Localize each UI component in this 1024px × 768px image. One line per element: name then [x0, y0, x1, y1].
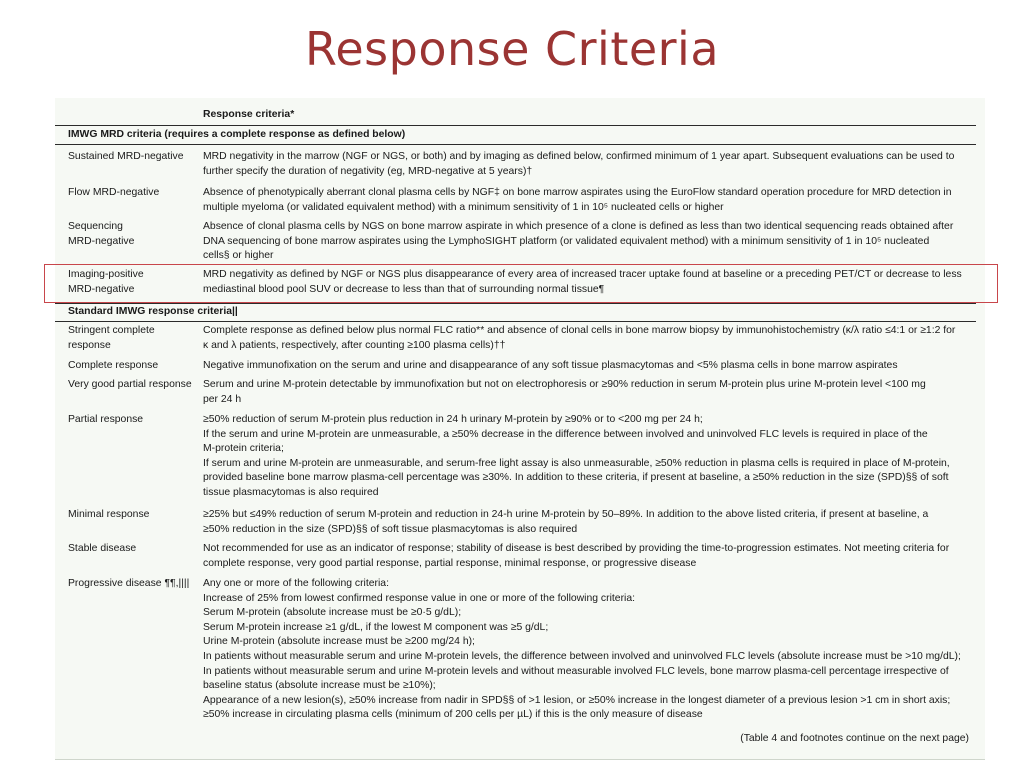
row-criteria-line: κ and λ patients, respectively, after counting ≥100 plasma cells)†† [203, 339, 506, 351]
row-criteria-line: M-protein criteria; [203, 443, 284, 455]
row-label-line: Stable disease [68, 543, 137, 554]
row-label-line: Imaging-positive [68, 269, 144, 280]
row-label [68, 186, 200, 201]
row-criteria-line: Any one or more of the following criteria: [203, 578, 389, 589]
header-rule [55, 125, 976, 126]
row-criteria-line: In patients without measurable serum and urine M-protein levels, the difference between involved and uninvolved FLC levels (absolute increase must be >10 mg/dL); [203, 650, 961, 662]
row-criteria-line: DNA sequencing of bone marrow aspirates using the LymphoSIGHT platform (or validated equivalent method) with a minimum sensitivity of 1 in 10⁵ nucleated [203, 235, 930, 247]
row-label-line: Sequencing [68, 221, 123, 232]
row-criteria-line: complete response, very good partial response, partial response, minimal response, or progressive disease [203, 557, 697, 569]
row-criteria-text [203, 542, 975, 571]
row-criteria-text [203, 577, 975, 723]
table-footer-note: (Table 4 and footnotes continue on the next page) [740, 733, 969, 744]
section-mrd-rule [55, 144, 976, 145]
row-label [68, 577, 200, 592]
row-label-line: Flow MRD-negative [68, 187, 160, 198]
row-criteria-text [203, 359, 975, 374]
row-label-line: Minimal response [68, 509, 150, 520]
row-label [68, 542, 200, 557]
table-header: Response criteria* [203, 109, 295, 120]
row-criteria-text [203, 150, 975, 179]
section-standard-rule [55, 321, 976, 322]
row-label-line: Complete response [68, 360, 159, 371]
row-label-line: Very good partial response [68, 379, 192, 390]
row-criteria-text [203, 378, 975, 407]
row-label [68, 220, 200, 249]
row-criteria-text [203, 508, 975, 537]
row-criteria-line: Complete response as defined below plus normal FLC ratio** and absence of clonal cells in bone marrow biopsy by immunohistochemistry (κ/λ ratio ≤4:1 or ≥1:2 for [203, 325, 956, 336]
row-criteria-line: Appearance of a new lesion(s), ≥50% increase from nadir in SPD§§ of >1 lesion, or ≥50% increase in the longest diameter of a previous lesion >1 cm in short axis; [203, 694, 951, 706]
row-criteria-text [203, 268, 975, 297]
row-criteria-line: provided baseline bone marrow plasma-cell percentage was ≥30%. In addition to these criteria, if present at baseline, a ≥50% reduction in the size (SPD)§§ of soft [203, 472, 949, 484]
row-criteria-line: MRD negativity as defined by NGF or NGS plus disappearance of every area of increased tracer uptake found at baseline or a preceding PET/CT or decrease to less [203, 269, 962, 280]
row-criteria-line: baseline status (absolute increase must be ≥10%); [203, 680, 436, 692]
row-label-line: MRD-negative [68, 235, 135, 247]
row-criteria-line: Serum and urine M-protein detectable by immunofixation but not on electrophoresis or ≥90% reduction in serum M-protein plus urine M-protein level <100 mg [203, 379, 926, 390]
row-criteria-line: Serum M-protein (absolute increase must be ≥0·5 g/dL); [203, 607, 462, 619]
row-criteria-line: further specify the duration of negativity (eg, MRD-negative at 5 years)† [203, 165, 533, 177]
row-label [68, 508, 200, 523]
row-criteria-text [203, 413, 975, 501]
row-label-line: Sustained MRD-negative [68, 151, 184, 162]
row-criteria-text [203, 186, 975, 215]
row-criteria-line: ≥25% but ≤49% reduction of serum M-protein and reduction in 24-h urine M-protein by 50–89%. In addition to the above listed criteria, if present at baseline, a [203, 509, 929, 520]
row-criteria-line: Increase of 25% from lowest confirmed response value in one or more of the following criteria: [203, 592, 635, 604]
row-label [68, 378, 200, 393]
row-label [68, 268, 200, 297]
response-criteria-table [55, 98, 985, 760]
row-criteria-line: multiple myeloma (or validated equivalent method) with a minimum sensitivity of 1 in 10⁵ nucleated cells or higher [203, 201, 724, 213]
row-criteria-text [203, 220, 975, 264]
row-label [68, 413, 200, 428]
row-criteria-line: Serum M-protein increase ≥1 g/dL, if the lowest M component was ≥5 g/dL; [203, 621, 549, 633]
row-criteria-line: In patients without measurable serum and urine M-protein levels and without measurable involved FLC levels, bone marrow plasma-cell percentage irrespective of [203, 665, 949, 677]
row-criteria-text [203, 324, 975, 353]
row-label-line: Stringent complete [68, 325, 155, 336]
section-mrd-title: IMWG MRD criteria (requires a complete response as defined below) [68, 129, 406, 140]
row-criteria-line: If the serum and urine M-protein are unmeasurable, a ≥50% decrease in the difference between involved and uninvolved FLC levels is required in place of the [203, 428, 928, 440]
row-criteria-line: Absence of phenotypically aberrant clonal plasma cells by NGF‡ on bone marrow aspirates using the EuroFlow standard operation procedure for MRD detection in [203, 187, 952, 198]
row-criteria-line: Absence of clonal plasma cells by NGS on bone marrow aspirate in which presence of a clone is defined as less than two identical sequencing reads obtained after [203, 221, 954, 232]
row-criteria-line: Not recommended for use as an indicator of response; stability of disease is best described by providing the time-to-progression estimates. Not meeting criteria for [203, 543, 950, 554]
row-label-line: Progressive disease ¶¶,|||| [68, 578, 190, 589]
row-criteria-line: mediastinal blood pool SUV or decrease to less than that of surrounding normal tissue¶ [203, 283, 605, 295]
row-criteria-line: Negative immunofixation on the serum and urine and disappearance of any soft tissue plasmacytomas and <5% plasma cells in bone marrow aspirates [203, 360, 898, 371]
row-label-line: response [68, 339, 111, 351]
row-criteria-line: ≥50% reduction of serum M-protein plus reduction in 24 h urinary M-protein by ≥90% or to <200 mg per 24 h; [203, 414, 703, 425]
row-label-line: Partial response [68, 414, 144, 425]
row-criteria-line: If serum and urine M-protein are unmeasurable, and serum-free light assay is also unmeasurable, ≥50% reduction in plasma cells is required in place of M-protein, [203, 457, 950, 469]
row-label [68, 359, 200, 374]
row-label-line: MRD-negative [68, 283, 135, 295]
row-criteria-line: tissue plasmacytomas is also required [203, 486, 379, 498]
row-criteria-line: ≥50% increase in circulating plasma cells (minimum of 200 cells per µL) if this is the only measure of disease [203, 709, 703, 721]
row-criteria-line: ≥50% reduction in the size (SPD)§§ of soft tissue plasmacytomas is also required [203, 523, 578, 535]
section-standard-title: Standard IMWG response criteria|| [68, 306, 238, 317]
row-criteria-line: MRD negativity in the marrow (NGF or NGS, or both) and by imaging as defined below, confirmed minimum of 1 year apart. Subsequent evaluations can be used to [203, 151, 955, 162]
row-label [68, 324, 200, 353]
row-criteria-line: Urine M-protein (absolute increase must be ≥200 mg/24 h); [203, 636, 475, 648]
row-criteria-line: cells§ or higher [203, 250, 274, 262]
row-criteria-line: per 24 h [203, 393, 242, 405]
slide-title: Response Criteria [304, 22, 720, 76]
row-label [68, 150, 200, 165]
